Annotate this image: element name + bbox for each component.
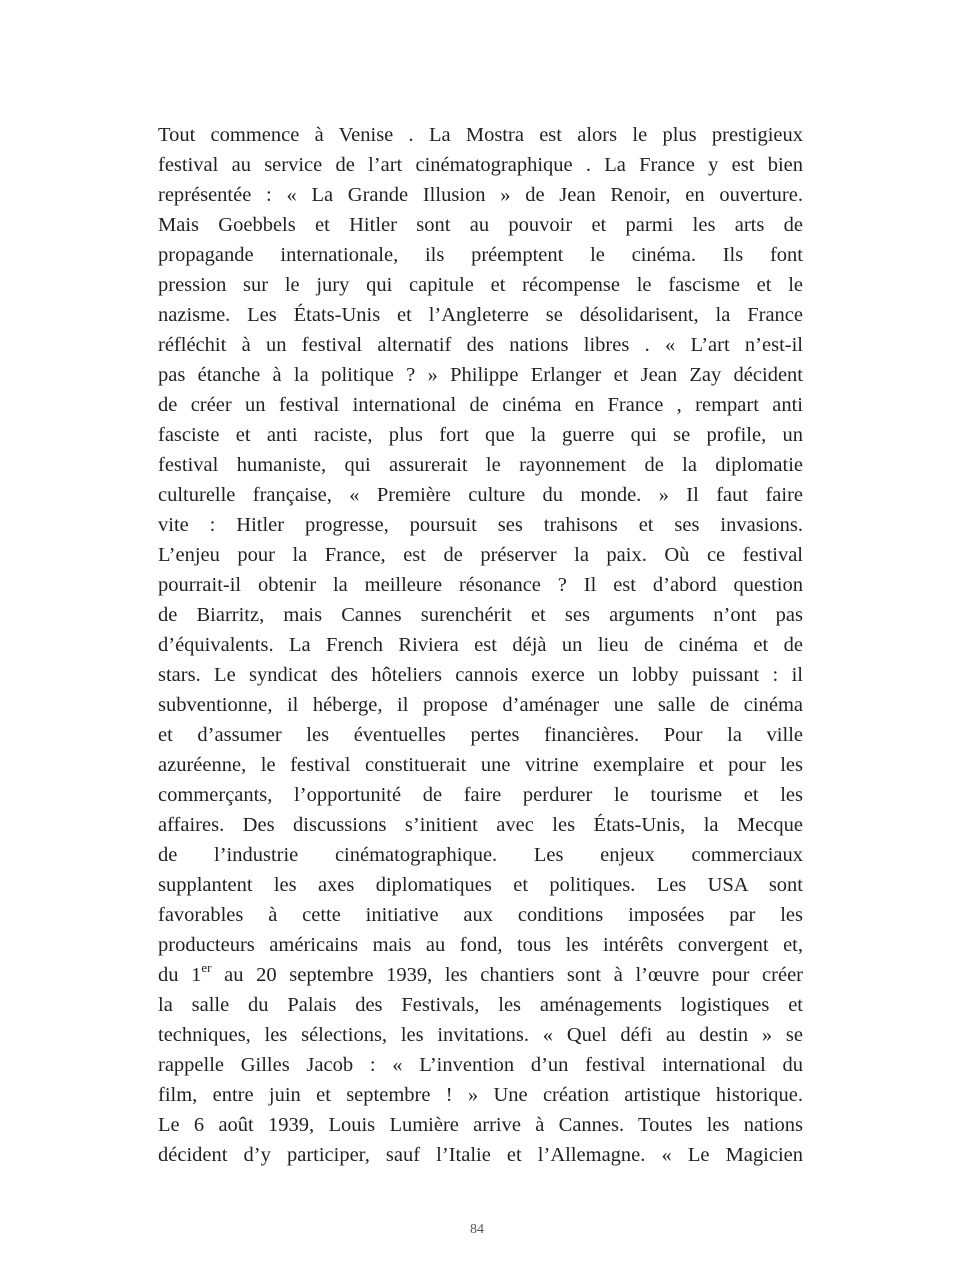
text-line: culturelle française, « Première culture du monde. » Il faut faire bbox=[158, 484, 803, 506]
text-line: azuréenne, le festival constituerait une vitrine exemplaire et pour les bbox=[158, 754, 803, 776]
text-line: de créer un festival international de cinéma en France , rempart anti bbox=[158, 394, 803, 416]
text-line: pression sur le jury qui capitule et récompense le fascisme et le bbox=[158, 274, 803, 296]
text-line: Le 6 août 1939, Louis Lumière arrive à Cannes. Toutes les nations bbox=[158, 1114, 803, 1136]
text-line: Mais Goebbels et Hitler sont au pouvoir et parmi les arts de bbox=[158, 214, 803, 236]
text-line: réfléchit à un festival alternatif des nations libres . « L’art n’est-il bbox=[158, 334, 803, 356]
text-line: d’équivalents. La French Riviera est déjà un lieu de cinéma et de bbox=[158, 634, 803, 656]
text-line: fasciste et anti raciste, plus fort que la guerre qui se profile, un bbox=[158, 424, 803, 446]
text-line: la salle du Palais des Festivals, les aménagements logistiques et bbox=[158, 994, 803, 1016]
text-line: L’enjeu pour la France, est de préserver la paix. Où ce festival bbox=[158, 544, 803, 566]
text-line: stars. Le syndicat des hôteliers cannois exerce un lobby puissant : il bbox=[158, 664, 803, 686]
text-span: du 1 bbox=[158, 964, 202, 986]
text-line: pas étanche à la politique ? » Philippe Erlanger et Jean Zay décident bbox=[158, 364, 803, 386]
text-line: de l’industrie cinématographique. Les enjeux commerciaux bbox=[158, 844, 803, 866]
text-line: techniques, les sélections, les invitations. « Quel défi au destin » se bbox=[158, 1024, 803, 1046]
text-span: au 20 septembre 1939, les chantiers sont à l’œuvre pour créer bbox=[211, 964, 803, 986]
text-line: pourrait-il obtenir la meilleure résonance ? Il est d’abord question bbox=[158, 574, 803, 596]
text-line: propagande internationale, ils préemptent le cinéma. Ils font bbox=[158, 244, 803, 266]
text-line: vite : Hitler progresse, poursuit ses trahisons et ses invasions. bbox=[158, 514, 803, 536]
text-line: subventionne, il héberge, il propose d’aménager une salle de cinéma bbox=[158, 694, 803, 716]
page-number: 84 bbox=[470, 1222, 484, 1237]
text-line bbox=[158, 960, 803, 990]
text-line: affaires. Des discussions s’initient avec les États-Unis, la Mecque bbox=[158, 814, 803, 836]
text-line: commerçants, l’opportunité de faire perdurer le tourisme et les bbox=[158, 784, 803, 806]
text-line: décident d’y participer, sauf l’Italie et l’Allemagne. « Le Magicien bbox=[158, 1144, 803, 1166]
text-line: de Biarritz, mais Cannes surenchérit et ses arguments n’ont pas bbox=[158, 604, 803, 626]
text-line: film, entre juin et septembre ! » Une création artistique historique. bbox=[158, 1084, 803, 1106]
text-line: Tout commence à Venise . La Mostra est alors le plus prestigieux bbox=[158, 124, 803, 146]
text-line: supplantent les axes diplomatiques et politiques. Les USA sont bbox=[158, 874, 803, 896]
text-line: festival humaniste, qui assurerait le rayonnement de la diplomatie bbox=[158, 454, 803, 476]
text-line: festival au service de l’art cinématographique . La France y est bien bbox=[158, 154, 803, 176]
body-text bbox=[158, 120, 803, 1170]
text-line: représentée : « La Grande Illusion » de Jean Renoir, en ouverture. bbox=[158, 184, 803, 206]
text-line: favorables à cette initiative aux conditions imposées par les bbox=[158, 904, 803, 926]
text-line: et d’assumer les éventuelles pertes financières. Pour la ville bbox=[158, 724, 803, 746]
text-line: producteurs américains mais au fond, tous les intérêts convergent et, bbox=[158, 934, 803, 956]
text-line: nazisme. Les États-Unis et l’Angleterre se désolidarisent, la France bbox=[158, 304, 803, 326]
text-line: rappelle Gilles Jacob : « L’invention d’un festival international du bbox=[158, 1054, 803, 1076]
superscript: er bbox=[201, 960, 212, 975]
